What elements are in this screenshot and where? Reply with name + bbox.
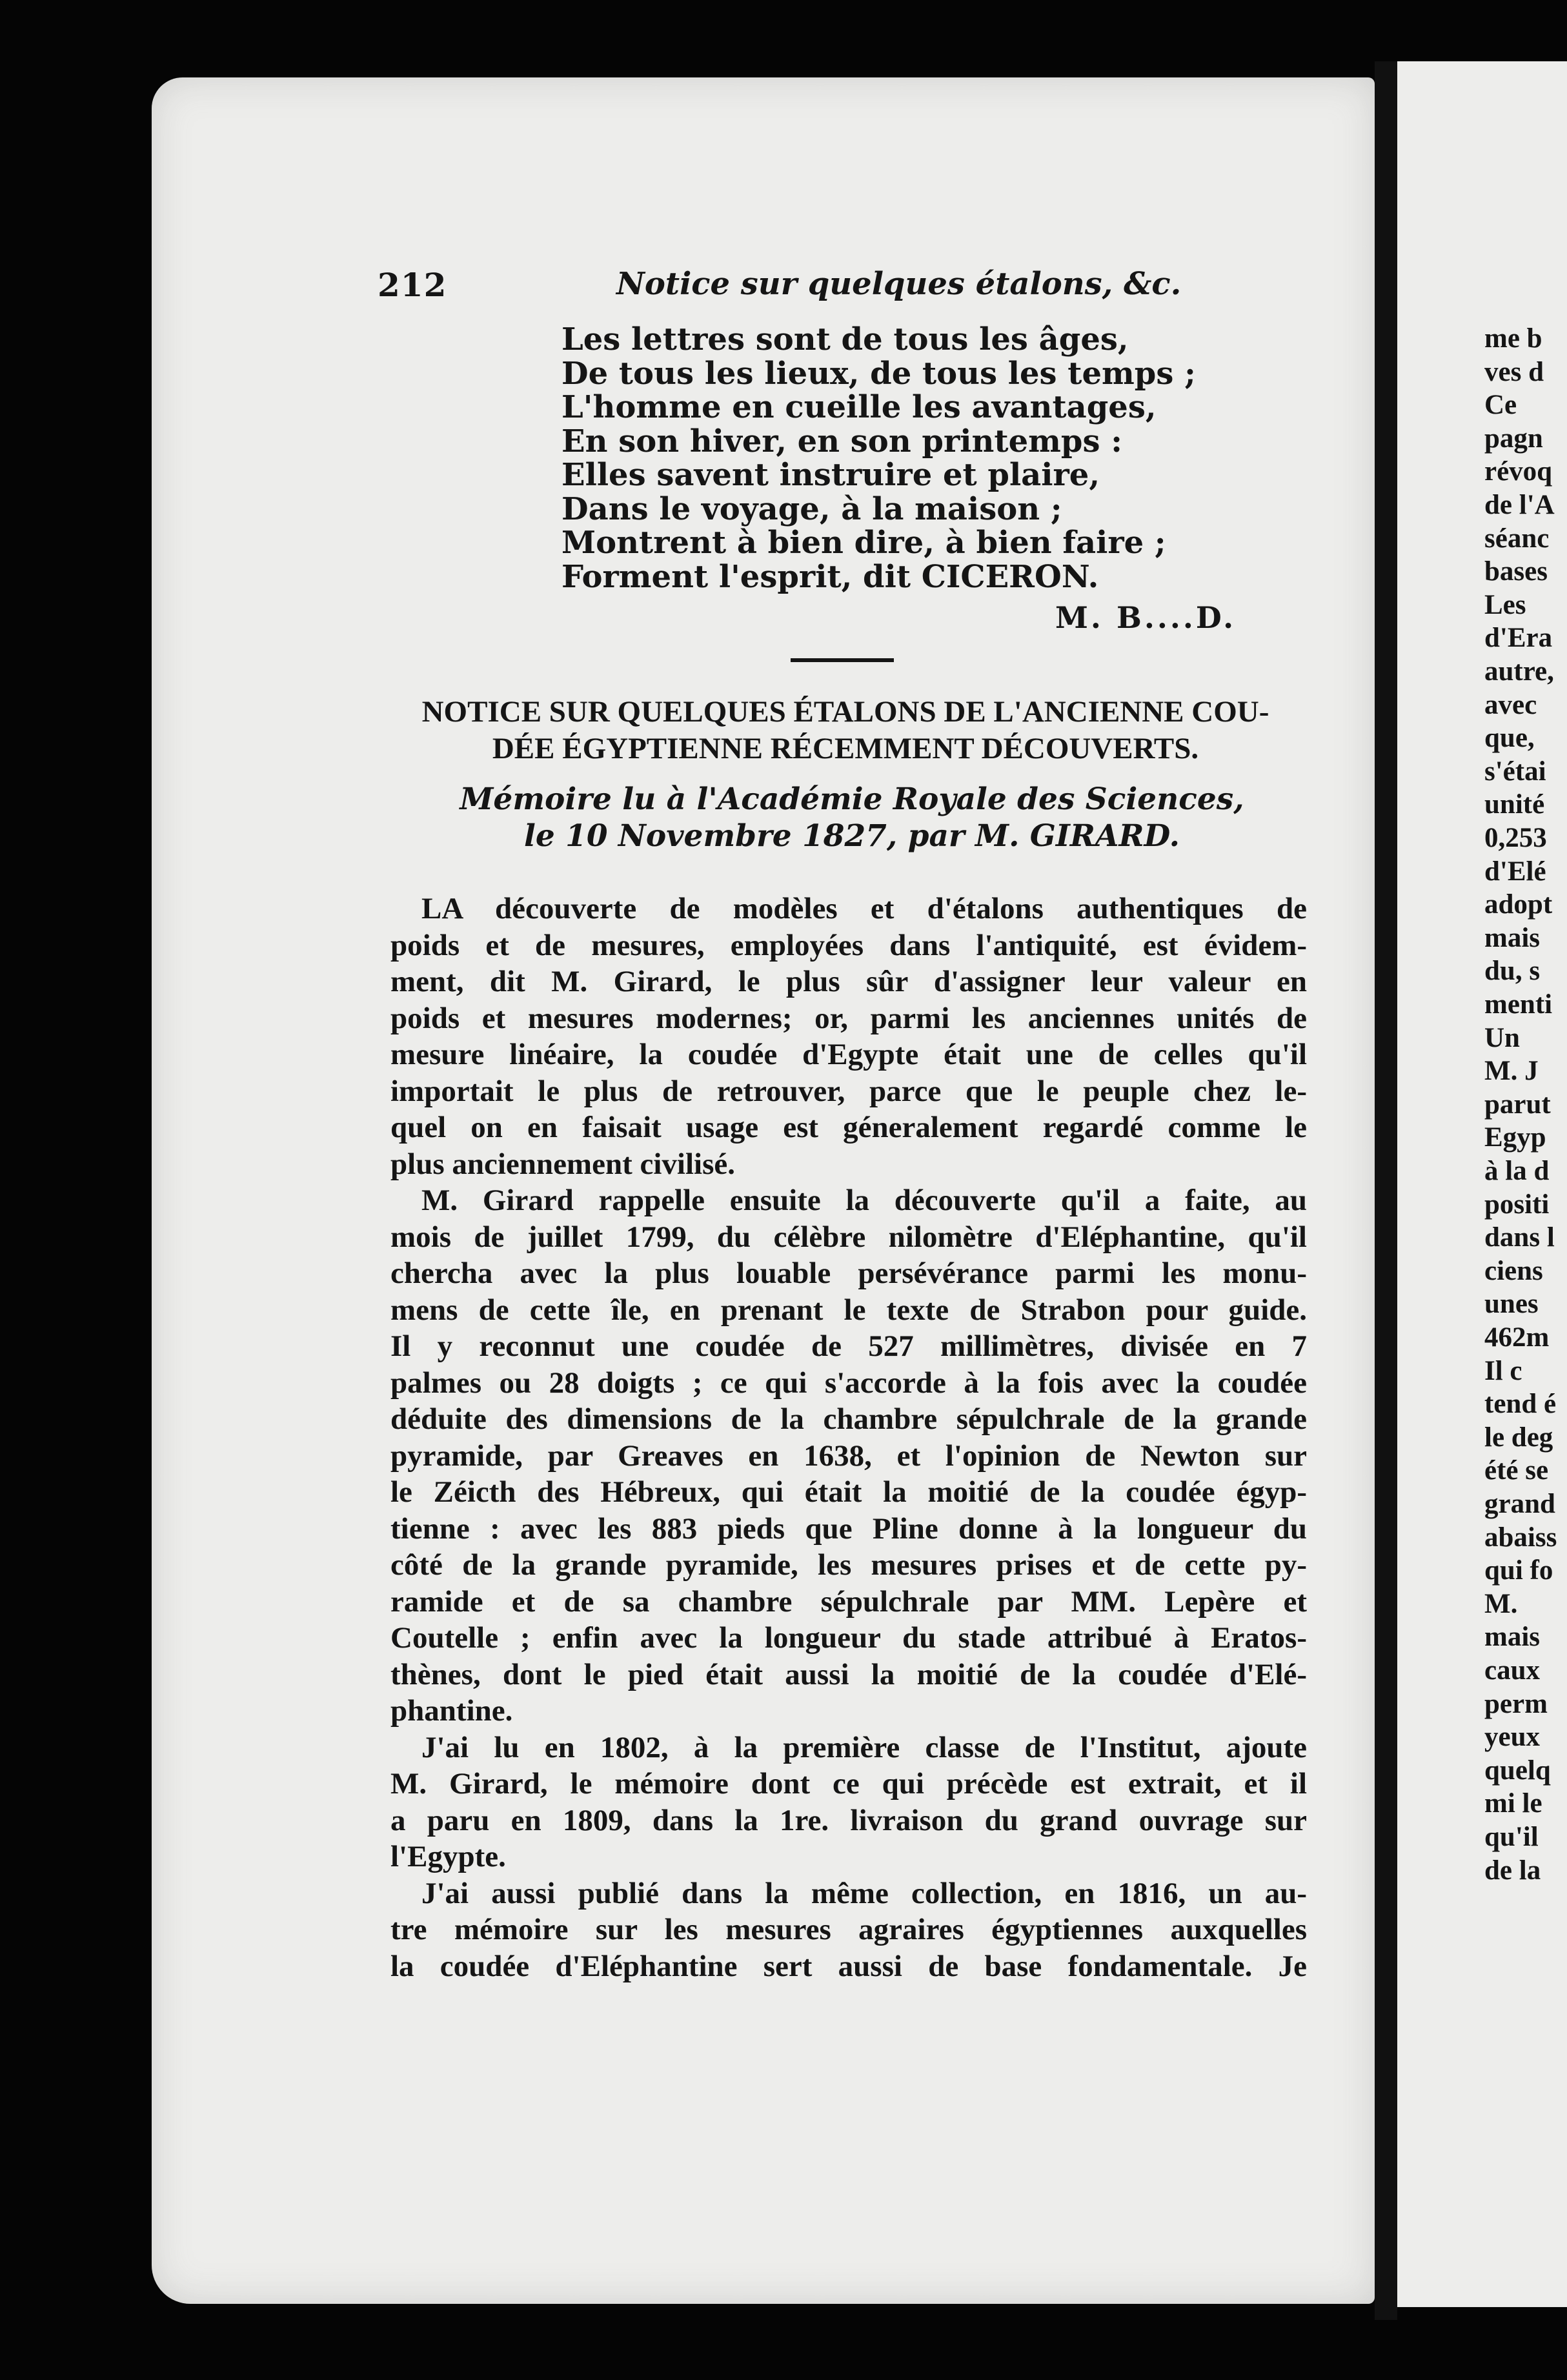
right-page-fragment: yeux — [1484, 1722, 1540, 1753]
right-page-fragment: de la — [1484, 1855, 1541, 1886]
right-page-fragment: Les — [1484, 589, 1526, 620]
verse-line: Montrent à bien dire, à bien faire ; — [561, 525, 1166, 561]
article-title-line: DÉE ÉGYPTIENNE RÉCEMMENT DÉCOUVERTS. — [492, 732, 1199, 765]
body-line: Il y reconnut une coudée de 527 millimètres, divisée en 7 — [390, 1329, 1307, 1363]
right-page-fragment: autre, — [1484, 656, 1554, 687]
body-line: J'ai lu en 1802, à la première classe de l'Institut, ajoute — [421, 1730, 1307, 1764]
right-page-fragment: ves d — [1484, 356, 1544, 387]
right-page-fragment: quelq — [1484, 1755, 1551, 1786]
right-page-fragment: abaiss — [1484, 1522, 1557, 1553]
body-line: déduite des dimensions de la chambre sépulchrale de la grande — [390, 1402, 1307, 1436]
right-page-fragment: M. J — [1484, 1056, 1539, 1087]
right-page-fragment: le deg — [1484, 1422, 1553, 1453]
body-line: côté de la grande pyramide, les mesures prises et de cette py- — [390, 1548, 1307, 1582]
body-line: plus anciennement civilisé. — [390, 1147, 735, 1181]
right-page-fragment: menti — [1484, 989, 1553, 1020]
right-page-fragment: positi — [1484, 1189, 1550, 1220]
right-page-fragment: de l'A — [1484, 490, 1555, 520]
right-page-fragment: unes — [1484, 1289, 1539, 1320]
body-line: mens de cette île, en prenant le texte de Strabon pour guide. — [390, 1293, 1307, 1327]
right-page-fragment: Egyp — [1484, 1122, 1546, 1153]
right-page-fragment: pagn — [1484, 423, 1543, 454]
right-page-fragment: Ce — [1484, 390, 1517, 421]
right-page-fragment: adopt — [1484, 889, 1553, 920]
article-subtitle — [387, 781, 1317, 854]
right-page-fragment: unité — [1484, 789, 1545, 820]
body-line: a paru en 1809, dans la 1re. livraison du grand ouvrage sur — [390, 1803, 1307, 1837]
right-page-fragment: été se — [1484, 1455, 1549, 1486]
right-page-fragment: d'Era — [1484, 623, 1553, 654]
right-page-fragment: Un — [1484, 1022, 1520, 1053]
body-line: J'ai aussi publié dans la même collection, en 1816, un au- — [421, 1876, 1307, 1910]
body-line: mesure linéaire, la coudée d'Egypte était une de celles qu'il — [390, 1038, 1307, 1071]
right-page-fragment: caux — [1484, 1655, 1540, 1686]
body-line: l'Egypte. — [390, 1840, 506, 1873]
book-gutter — [1375, 61, 1397, 2320]
body-line: thènes, dont le pied était aussi la moitié de la coudée d'Elé- — [390, 1657, 1307, 1691]
right-page-fragment: ciens — [1484, 1255, 1543, 1286]
article-title — [387, 694, 1304, 767]
body-line: M. Girard, le mémoire dont ce qui précède est extrait, et il — [390, 1767, 1307, 1800]
body-line: poids et mesures modernes; or, parmi les anciennes unités de — [390, 1001, 1307, 1035]
running-head: Notice sur quelques étalons, &c. — [616, 266, 1182, 302]
right-page-fragment: 0,253 — [1484, 823, 1547, 853]
right-page-fragment: à la d — [1484, 1156, 1550, 1186]
right-page-fragment: mais — [1484, 1622, 1540, 1653]
right-page-fragment: qui fo — [1484, 1555, 1553, 1586]
right-page-fragment: avec — [1484, 689, 1537, 720]
article-title-line: NOTICE SUR QUELQUES ÉTALONS DE L'ANCIENNE COU- — [421, 695, 1269, 729]
right-page-fragment: Il c — [1484, 1355, 1522, 1386]
body-line: palmes ou 28 doigts ; ce qui s'accorde à la fois avec la coudée — [390, 1366, 1307, 1400]
body-line: pyramide, par Greaves en 1638, et l'opinion de Newton sur — [390, 1438, 1307, 1473]
right-page-fragment: perm — [1484, 1688, 1548, 1719]
verse-line: Dans le voyage, à la maison ; — [561, 490, 1062, 527]
section-divider — [791, 658, 894, 662]
body-line: Coutelle ; enfin avec la longueur du stade attribué à Eratos- — [390, 1621, 1307, 1655]
body-line: importait le plus de retrouver, parce que le peuple chez le- — [390, 1074, 1307, 1108]
body-line: tienne : avec les 883 pieds que Pline donne à la longueur du — [390, 1511, 1307, 1546]
right-page-fragment: M. — [1484, 1588, 1518, 1619]
right-page-fragment: révoq — [1484, 456, 1553, 487]
body-line: poids et de mesures, employées dans l'antiquité, est évidem- — [390, 928, 1307, 962]
right-page-fragment: mais — [1484, 922, 1540, 953]
body-line: LA découverte de modèles et d'étalons authentiques de — [421, 892, 1307, 925]
body-line: ramide et de sa chambre sépulchrale par MM. Lepère et — [390, 1584, 1307, 1619]
article-subtitle-line: Mémoire lu à l'Académie Royale des Sciences, — [460, 782, 1244, 817]
body-line: tre mémoire sur les mesures agraires égyptiennes auxquelles — [390, 1913, 1307, 1946]
right-page-fragment: grand — [1484, 1489, 1555, 1519]
body-line: quel on en faisait usage est géneralement regardé comme le — [390, 1111, 1307, 1144]
right-page-fragment: tend é — [1484, 1389, 1557, 1420]
right-page-fragment: d'Elé — [1484, 856, 1546, 887]
body-line: phantine. — [390, 1694, 513, 1728]
body-line: la coudée d'Eléphantine sert aussi de base fondamentale. Je — [390, 1949, 1307, 1983]
signature: M. B....D. — [1055, 600, 1237, 635]
right-page-fragment: mi le — [1484, 1788, 1542, 1819]
verse-line: De tous les lieux, de tous les temps ; — [561, 355, 1196, 392]
right-page-fragment: séanc — [1484, 523, 1550, 554]
verse-line: Les lettres sont de tous les âges, — [561, 321, 1129, 358]
page-number: 212 — [378, 266, 447, 304]
verse-line: En son hiver, en son printemps : — [561, 423, 1122, 459]
right-page-fragment: s'étai — [1484, 756, 1546, 787]
body-line: chercha avec la plus louable persévérance parmi les monu- — [390, 1256, 1307, 1290]
body-line: M. Girard rappelle ensuite la découverte qu'il a faite, au — [421, 1184, 1307, 1217]
verse-line: Forment l'esprit, dit CICERON. — [561, 558, 1099, 595]
verse-line: Elles savent instruire et plaire, — [561, 457, 1100, 493]
body-line: mois de juillet 1799, du célèbre nilomètre d'Eléphantine, qu'il — [390, 1220, 1307, 1254]
right-page-fragment: dans l — [1484, 1222, 1555, 1253]
body-line: le Zéicth des Hébreux, qui était la moitié de la coudée égyp- — [390, 1475, 1307, 1509]
right-page-fragment: que, — [1484, 723, 1535, 754]
body-line: ment, dit M. Girard, le plus sûr d'assigner leur valeur en — [390, 965, 1307, 998]
verse — [561, 323, 1196, 594]
right-page-fragment: qu'il — [1484, 1822, 1539, 1852]
right-page-fragment: bases — [1484, 556, 1548, 587]
verse-line: L'homme en cueille les avantages, — [561, 389, 1157, 425]
right-page-fragment: du, s — [1484, 956, 1541, 987]
right-page-fragment: me b — [1484, 323, 1542, 354]
article-body — [390, 891, 1307, 1984]
right-page-fragment: parut — [1484, 1089, 1551, 1120]
article-subtitle-line: le 10 Novembre 1827, par M. GIRARD. — [524, 818, 1180, 854]
right-page-fragment: 462m — [1484, 1322, 1550, 1353]
